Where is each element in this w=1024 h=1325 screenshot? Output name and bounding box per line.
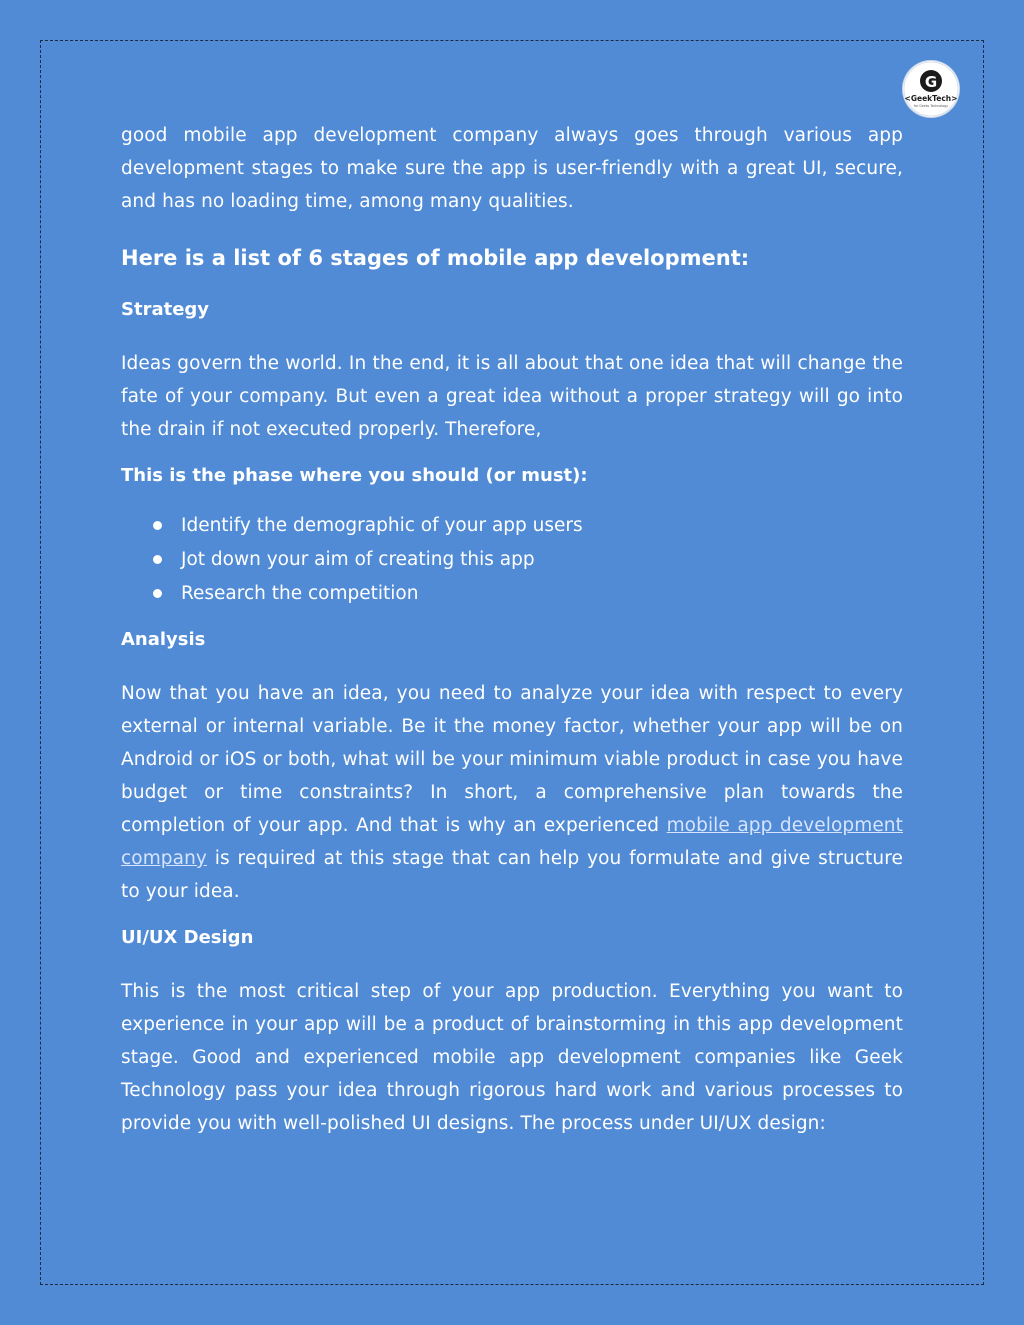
intro-paragraph: good mobile app development company always goes through various app development stages to make sure the app is user-friendly with a great UI, secure, and has no loading time, among many qualities. [121,125,903,212]
logo-tagline: for Geeks Technology [913,104,949,108]
analysis-heading: Analysis [121,629,206,650]
bullet-icon [153,555,162,564]
logo-letter: G [924,73,938,91]
bullet-icon [153,589,162,598]
phase-heading: This is the phase where you should (or must): [121,465,588,486]
geektech-logo [903,61,959,117]
bullet-text: Jot down your aim of creating this app [181,549,535,570]
list-item [121,543,903,577]
document-content [121,119,903,1140]
analysis-text-before-link: Now that you have an idea, you need to analyze your idea with respect to every external or internal variable. Be it the money factor, whether your app will be on Android or iOS or both, what will be your minimum viable product in case you have budget or time constraints? In short, a comprehensive plan towards the completion of your app. And that is why an experienced [121,683,903,836]
list-item [121,509,903,543]
stages-list-heading: Here is a list of 6 stages of mobile app development: [121,246,750,270]
mobile-app-development-company-link[interactable]: mobile app development company [121,815,903,869]
geektech-logo-icon [903,61,959,117]
bullet-text: Identify the demographic of your app users [181,515,583,536]
logo-name: <GeekTech> [904,94,958,103]
analysis-text-after-link: is required at this stage that can help you formulate and give structure to your idea. [121,848,903,902]
uiux-heading: UI/UX Design [121,927,254,948]
strategy-paragraph: Ideas govern the world. In the end, it is all about that one idea that will change the fate of your company. But even a great idea without a proper strategy will go into the drain if not executed properly. Therefore, [121,353,903,440]
bullet-icon [153,521,162,530]
list-item [121,577,903,611]
strategy-bullet-list [121,509,903,611]
analysis-paragraph [121,677,903,908]
uiux-paragraph: This is the most critical step of your app production. Everything you want to experience in your app will be a product of brainstorming in this app development stage. Good and experienced mobile app development companies like Geek Technology pass your idea through rigorous hard work and various processes to provide you with well-polished UI designs. The process under UI/UX design: [121,981,903,1134]
strategy-heading: Strategy [121,299,210,320]
bullet-text: Research the competition [181,583,419,604]
